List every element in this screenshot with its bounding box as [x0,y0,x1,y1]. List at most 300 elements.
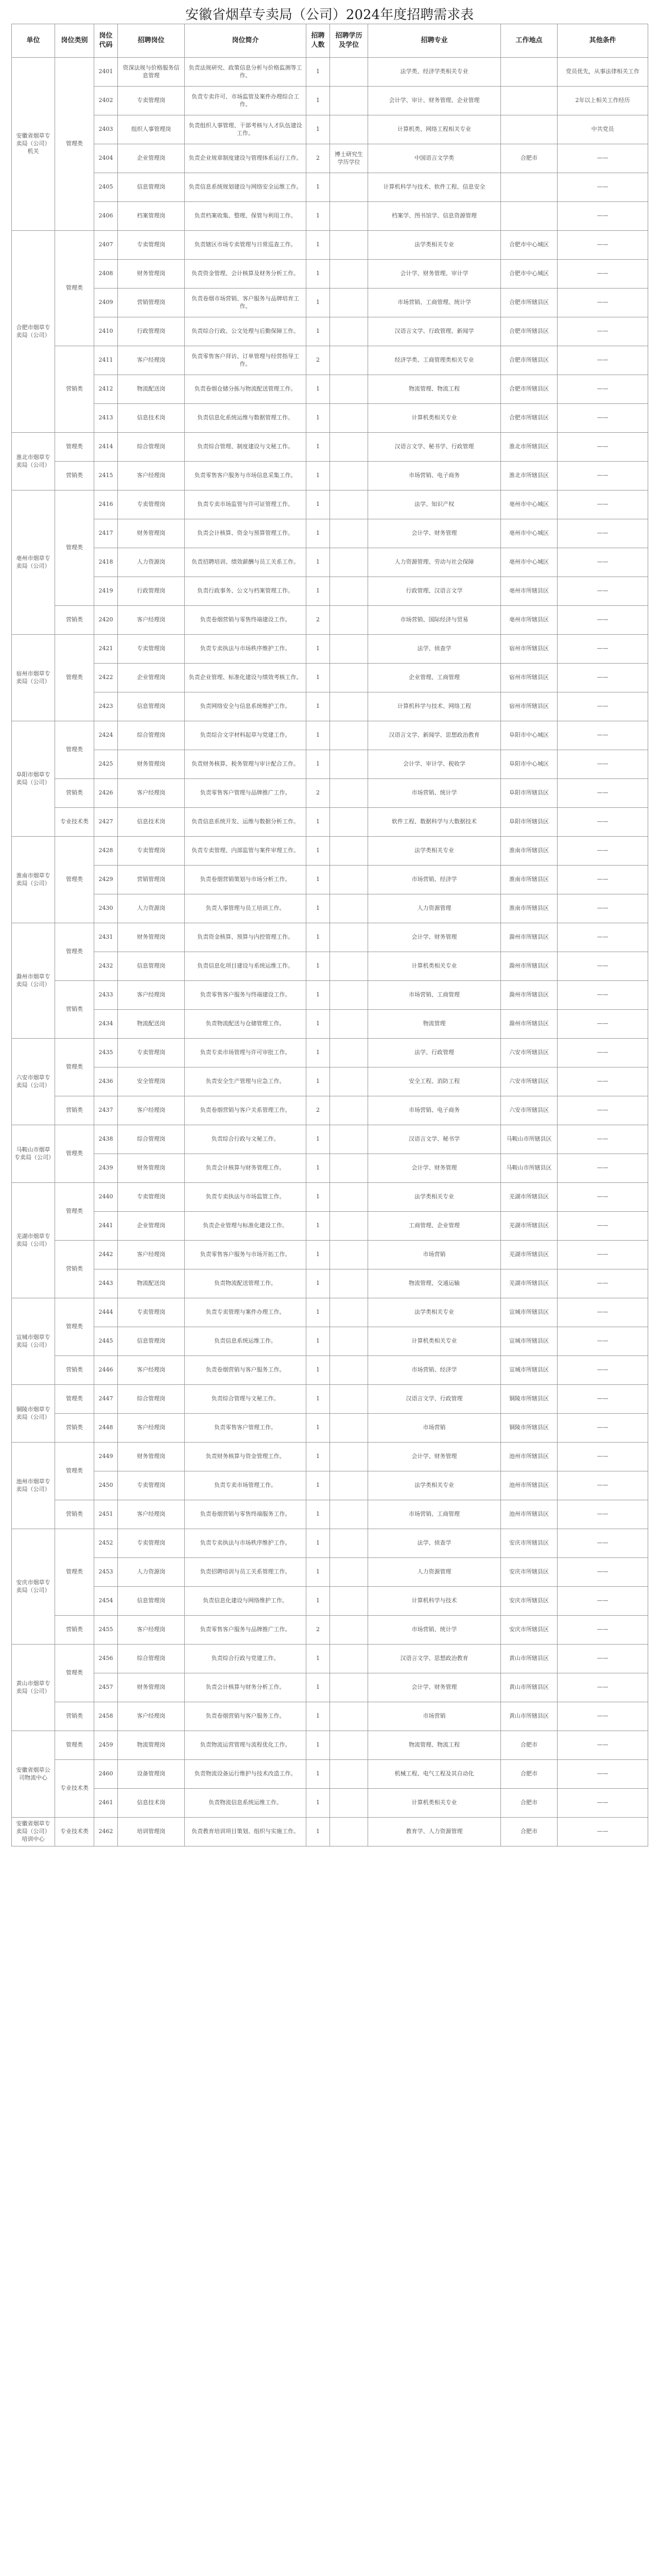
category-cell: 管理类 [55,433,94,462]
count-cell: 1 [306,1443,330,1471]
major-cell: 会计学、审计、财务管理、企业管理 [368,87,501,115]
description-cell: 负责招聘培训与员工关系管理工作。 [185,1558,306,1587]
degree-cell [330,173,368,202]
count-cell: 2 [306,144,330,173]
category-cell: 营销类 [55,1096,94,1125]
code-cell: 2421 [94,635,118,664]
location-cell: 宣城市所辖县区 [501,1298,558,1327]
count-cell: 2 [306,346,330,375]
location-cell: 铜陵市所辖县区 [501,1414,558,1443]
code-cell: 2446 [94,1356,118,1385]
description-cell: 负责组织人事管理、干部考核与人才队伍建设工作。 [185,115,306,144]
count-cell: 1 [306,1269,330,1298]
degree-cell [330,115,368,144]
other-cell: —— [558,1414,648,1443]
description-cell: 负责信息系统运维工作。 [185,1327,306,1356]
location-cell: 合肥市 [501,1760,558,1789]
other-cell: —— [558,375,648,404]
description-cell: 负责物流配送与仓储管理工作。 [185,1010,306,1039]
table-row [12,1298,648,1327]
category-cell: 营销类 [55,346,94,433]
table-body [12,58,648,1846]
count-cell: 1 [306,202,330,231]
post-cell: 人力资源岗 [118,548,185,577]
location-cell: 宿州市所辖县区 [501,635,558,664]
code-cell: 2412 [94,375,118,404]
degree-cell [330,1529,368,1558]
degree-cell [330,87,368,115]
code-cell: 2403 [94,115,118,144]
table-row [12,1731,648,1760]
other-cell: —— [558,1443,648,1471]
description-cell: 负责财务核算与资金管理工作。 [185,1443,306,1471]
count-cell: 1 [306,87,330,115]
degree-cell [330,289,368,317]
count-cell: 1 [306,692,330,721]
category-cell: 管理类 [55,58,94,231]
other-cell: —— [558,1241,648,1269]
other-cell: —— [558,202,648,231]
table-row [12,866,648,894]
major-cell: 市场营销、经济学 [368,866,501,894]
degree-cell [330,346,368,375]
degree-cell [330,981,368,1010]
major-cell: 法学、知识产权 [368,490,501,519]
table-row [12,1327,648,1356]
degree-cell [330,1183,368,1212]
code-cell: 2409 [94,289,118,317]
other-cell: —— [558,317,648,346]
degree-cell: 博士研究生学历学位 [330,144,368,173]
table-row [12,808,648,837]
code-cell: 2422 [94,664,118,692]
post-cell: 客户经理岗 [118,1356,185,1385]
location-cell: 芜湖市所辖县区 [501,1241,558,1269]
major-cell: 法学类相关专业 [368,231,501,260]
post-cell: 财务管理岗 [118,750,185,779]
table-row [12,375,648,404]
post-cell: 财务管理岗 [118,1673,185,1702]
table-row [12,260,648,289]
count-cell: 1 [306,577,330,606]
post-cell: 财务管理岗 [118,923,185,952]
other-cell: —— [558,1645,648,1673]
count-cell: 1 [306,664,330,692]
location-cell: 亳州市所辖县区 [501,606,558,635]
major-cell: 计算机类、网络工程相关专业 [368,115,501,144]
category-cell: 营销类 [55,1414,94,1443]
post-cell: 客户经理岗 [118,1500,185,1529]
count-cell: 1 [306,894,330,923]
major-cell: 市场营销、电子商务 [368,1096,501,1125]
description-cell: 负责专卖市场管理工作。 [185,1471,306,1500]
header-count: 招聘人数 [306,24,330,58]
category-cell: 营销类 [55,1500,94,1529]
post-cell: 信息技术岗 [118,404,185,433]
header-description: 岗位简介 [185,24,306,58]
count-cell: 1 [306,548,330,577]
description-cell: 负责财务核算、税务管理与审计配合工作。 [185,750,306,779]
degree-cell [330,1673,368,1702]
category-cell: 营销类 [55,981,94,1039]
description-cell: 负责专卖许可、市场监管及案件办理综合工作。 [185,87,306,115]
major-cell: 会计学、财务管理 [368,923,501,952]
other-cell: —— [558,1212,648,1241]
other-cell: —— [558,519,648,548]
other-cell: —— [558,721,648,750]
major-cell: 物流管理、物流工程 [368,1731,501,1760]
post-cell: 物流配送岗 [118,1269,185,1298]
unit-cell: 池州市烟草专卖局（公司） [12,1443,55,1529]
other-cell: —— [558,1616,648,1645]
count-cell: 2 [306,779,330,808]
header-other: 其他条件 [558,24,648,58]
table-row [12,87,648,115]
post-cell: 客户经理岗 [118,1702,185,1731]
location-cell: 亳州市中心城区 [501,490,558,519]
other-cell: —— [558,837,648,866]
location-cell: 宿州市所辖县区 [501,692,558,721]
code-cell: 2404 [94,144,118,173]
other-cell: —— [558,808,648,837]
major-cell: 物流管理、物流工程 [368,375,501,404]
location-cell [501,173,558,202]
other-cell: 2年以上相关工作经历 [558,87,648,115]
other-cell: —— [558,1471,648,1500]
degree-cell [330,1067,368,1096]
count-cell: 2 [306,606,330,635]
major-cell: 企业管理、工商管理 [368,664,501,692]
post-cell: 专卖管理岗 [118,837,185,866]
major-cell: 法学类、经济学类相关专业 [368,58,501,87]
degree-cell [330,1587,368,1616]
code-cell: 2460 [94,1760,118,1789]
count-cell: 1 [306,317,330,346]
other-cell: —— [558,1500,648,1529]
other-cell: —— [558,289,648,317]
post-cell: 综合管理岗 [118,1125,185,1154]
table-row [12,202,648,231]
category-cell: 管理类 [55,1125,94,1183]
other-cell: —— [558,231,648,260]
major-cell: 市场营销 [368,1702,501,1731]
header-post: 招聘岗位 [118,24,185,58]
description-cell: 负责综合管理与文秘工作。 [185,1385,306,1414]
table-row [12,894,648,923]
description-cell: 负责物流配送管理工作。 [185,1269,306,1298]
code-cell: 2462 [94,1818,118,1846]
code-cell: 2437 [94,1096,118,1125]
table-row [12,1673,648,1702]
unit-cell: 滁州市烟草专卖局（公司） [12,923,55,1039]
description-cell: 负责会计核算与财务分析工作。 [185,1673,306,1702]
description-cell: 负责卷烟仓储分拣与物流配送管理工作。 [185,375,306,404]
post-cell: 物流配送岗 [118,1010,185,1039]
table-row [12,1356,648,1385]
post-cell: 信息管理岗 [118,692,185,721]
other-cell: —— [558,779,648,808]
other-cell: —— [558,144,648,173]
count-cell: 1 [306,1125,330,1154]
count-cell: 1 [306,1356,330,1385]
other-cell: —— [558,692,648,721]
post-cell: 客户经理岗 [118,1241,185,1269]
location-cell: 淮北市所辖县区 [501,462,558,490]
other-cell: —— [558,346,648,375]
count-cell: 1 [306,1212,330,1241]
post-cell: 专卖管理岗 [118,1529,185,1558]
header-degree: 招聘学历及学位 [330,24,368,58]
count-cell: 1 [306,1183,330,1212]
major-cell: 汉语言文学、行政管理 [368,1385,501,1414]
major-cell: 计算机类相关专业 [368,1789,501,1818]
header-major: 招聘专业 [368,24,501,58]
table-row [12,635,648,664]
category-cell: 营销类 [55,462,94,490]
count-cell: 1 [306,433,330,462]
major-cell: 市场营销、统计学 [368,779,501,808]
count-cell: 1 [306,490,330,519]
table-row [12,1529,648,1558]
other-cell: —— [558,1529,648,1558]
code-cell: 2402 [94,87,118,115]
degree-cell [330,1010,368,1039]
description-cell: 负责物流信息系统运维工作。 [185,1789,306,1818]
count-cell: 1 [306,1500,330,1529]
location-cell: 合肥市 [501,1818,558,1846]
location-cell: 合肥市 [501,1789,558,1818]
count-cell: 1 [306,1039,330,1067]
location-cell: 六安市所辖县区 [501,1039,558,1067]
major-cell: 市场营销、国际经济与贸易 [368,606,501,635]
major-cell: 会计学、财务管理、审计学 [368,260,501,289]
category-cell: 营销类 [55,1702,94,1731]
location-cell: 黄山市所辖县区 [501,1702,558,1731]
category-cell: 管理类 [55,1645,94,1702]
major-cell: 工商管理、企业管理 [368,1212,501,1241]
code-cell: 2432 [94,952,118,981]
degree-cell [330,1356,368,1385]
code-cell: 2428 [94,837,118,866]
post-cell: 客户经理岗 [118,346,185,375]
description-cell: 负责专卖管理、内部监管与案件审理工作。 [185,837,306,866]
code-cell: 2433 [94,981,118,1010]
description-cell: 负责卷烟营销策划与市场分析工作。 [185,866,306,894]
code-cell: 2415 [94,462,118,490]
location-cell: 淮南市所辖县区 [501,866,558,894]
other-cell: —— [558,923,648,952]
post-cell: 企业管理岗 [118,1212,185,1241]
major-cell: 汉语言文学、新闻学、思想政治教育 [368,721,501,750]
description-cell: 负责综合行政与党建工作。 [185,1645,306,1673]
description-cell: 负责零售客户服务与市场信息采集工作。 [185,462,306,490]
location-cell: 合肥市 [501,144,558,173]
other-cell: —— [558,462,648,490]
code-cell: 2416 [94,490,118,519]
post-cell: 信息管理岗 [118,1327,185,1356]
other-cell: —— [558,1096,648,1125]
unit-cell: 安徽省烟草专卖局（公司）培训中心 [12,1818,55,1846]
post-cell: 专卖管理岗 [118,1298,185,1327]
degree-cell [330,664,368,692]
other-cell: —— [558,1731,648,1760]
other-cell: —— [558,635,648,664]
code-cell: 2440 [94,1183,118,1212]
post-cell: 资深法规与价格服务信息管理 [118,58,185,87]
post-cell: 营销管理岗 [118,866,185,894]
table-row [12,462,648,490]
degree-cell [330,462,368,490]
location-cell: 宣城市所辖县区 [501,1327,558,1356]
other-cell: —— [558,1558,648,1587]
degree-cell [330,1789,368,1818]
major-cell: 市场营销、统计学 [368,1616,501,1645]
other-cell: —— [558,260,648,289]
major-cell: 人力资源管理、劳动与社会保障 [368,548,501,577]
table-row [12,404,648,433]
degree-cell [330,1125,368,1154]
table-row [12,1471,648,1500]
post-cell: 客户经理岗 [118,1096,185,1125]
table-row [12,721,648,750]
description-cell: 负责招聘培训、绩效薪酬与员工关系工作。 [185,548,306,577]
other-cell: —— [558,1039,648,1067]
major-cell: 市场营销、工商管理 [368,981,501,1010]
description-cell: 负责零售客户服务与终端建设工作。 [185,981,306,1010]
table-row [12,58,648,87]
post-cell: 营销管理岗 [118,289,185,317]
major-cell: 汉语言文学、秘书学、行政管理 [368,433,501,462]
table-row [12,1818,648,1846]
degree-cell [330,231,368,260]
post-cell: 综合管理岗 [118,721,185,750]
location-cell: 阜阳市所辖县区 [501,808,558,837]
code-cell: 2449 [94,1443,118,1471]
table-row [12,779,648,808]
table-row [12,433,648,462]
location-cell: 安庆市所辖县区 [501,1558,558,1587]
major-cell: 计算机类相关专业 [368,1327,501,1356]
unit-cell: 芜湖市烟草专卖局（公司） [12,1183,55,1298]
description-cell: 负责信息系统开发、运维与数据分析工作。 [185,808,306,837]
description-cell: 负责法规研究、政策信息分析与价格监测等工作。 [185,58,306,87]
location-cell: 阜阳市中心城区 [501,750,558,779]
table-row [12,952,648,981]
table-row [12,1096,648,1125]
code-cell: 2413 [94,404,118,433]
table-row [12,1500,648,1529]
description-cell: 负责卷烟营销与客户关系管理工作。 [185,1096,306,1125]
unit-cell: 马鞍山市烟草专卖局（公司） [12,1125,55,1183]
table-row [12,1154,648,1183]
table-row [12,923,648,952]
code-cell: 2447 [94,1385,118,1414]
post-cell: 档案管理岗 [118,202,185,231]
major-cell: 法学类相关专业 [368,1298,501,1327]
major-cell: 档案学、图书馆学、信息资源管理 [368,202,501,231]
count-cell: 1 [306,1789,330,1818]
count-cell: 1 [306,1154,330,1183]
code-cell: 2426 [94,779,118,808]
table-row [12,1269,648,1298]
table-row [12,1558,648,1587]
major-cell: 市场营销、工商管理 [368,1500,501,1529]
table-row [12,115,648,144]
other-cell: —— [558,894,648,923]
location-cell [501,87,558,115]
post-cell: 客户经理岗 [118,981,185,1010]
table-row [12,490,648,519]
degree-cell [330,1558,368,1587]
post-cell: 客户经理岗 [118,1414,185,1443]
post-cell: 综合管理岗 [118,1645,185,1673]
major-cell: 法学、侦查学 [368,1529,501,1558]
code-cell: 2408 [94,260,118,289]
table-row [12,1645,648,1673]
description-cell: 负责企业管理、标准化建设与绩效考核工作。 [185,664,306,692]
code-cell: 2450 [94,1471,118,1500]
count-cell: 1 [306,289,330,317]
unit-cell: 安庆市烟草专卖局（公司） [12,1529,55,1645]
degree-cell [330,1731,368,1760]
code-cell: 2439 [94,1154,118,1183]
degree-cell [330,1500,368,1529]
header-unit: 单位 [12,24,55,58]
degree-cell [330,58,368,87]
location-cell: 阜阳市所辖县区 [501,779,558,808]
location-cell: 宿州市所辖县区 [501,664,558,692]
code-cell: 2451 [94,1500,118,1529]
degree-cell [330,577,368,606]
code-cell: 2436 [94,1067,118,1096]
post-cell: 财务管理岗 [118,1154,185,1183]
table-row [12,548,648,577]
category-cell: 营销类 [55,1616,94,1645]
location-cell: 马鞍山市所辖县区 [501,1154,558,1183]
code-cell: 2431 [94,923,118,952]
location-cell: 芜湖市所辖县区 [501,1269,558,1298]
location-cell: 合肥市所辖县区 [501,375,558,404]
location-cell: 淮北市所辖县区 [501,433,558,462]
degree-cell [330,1760,368,1789]
table-row [12,519,648,548]
degree-cell [330,1818,368,1846]
header-code: 岗位代码 [94,24,118,58]
count-cell: 1 [306,462,330,490]
other-cell: —— [558,1125,648,1154]
other-cell: —— [558,1269,648,1298]
other-cell: —— [558,664,648,692]
location-cell: 阜阳市中心城区 [501,721,558,750]
post-cell: 财务管理岗 [118,260,185,289]
degree-cell [330,1298,368,1327]
location-cell: 池州市所辖县区 [501,1443,558,1471]
table-row [12,1212,648,1241]
table-row [12,144,648,173]
page-title: 安徽省烟草专卖局（公司）2024年度招聘需求表 [185,7,474,23]
other-cell: —— [558,577,648,606]
major-cell: 会计学、审计学、税收学 [368,750,501,779]
location-cell: 亳州市所辖县区 [501,577,558,606]
code-cell: 2418 [94,548,118,577]
code-cell: 2453 [94,1558,118,1587]
description-cell: 负责专卖管理与案件办理工作。 [185,1298,306,1327]
code-cell: 2410 [94,317,118,346]
unit-cell: 铜陵市烟草专卖局（公司） [12,1385,55,1443]
degree-cell [330,1443,368,1471]
major-cell: 安全工程、消防工程 [368,1067,501,1096]
location-cell: 合肥市所辖县区 [501,317,558,346]
